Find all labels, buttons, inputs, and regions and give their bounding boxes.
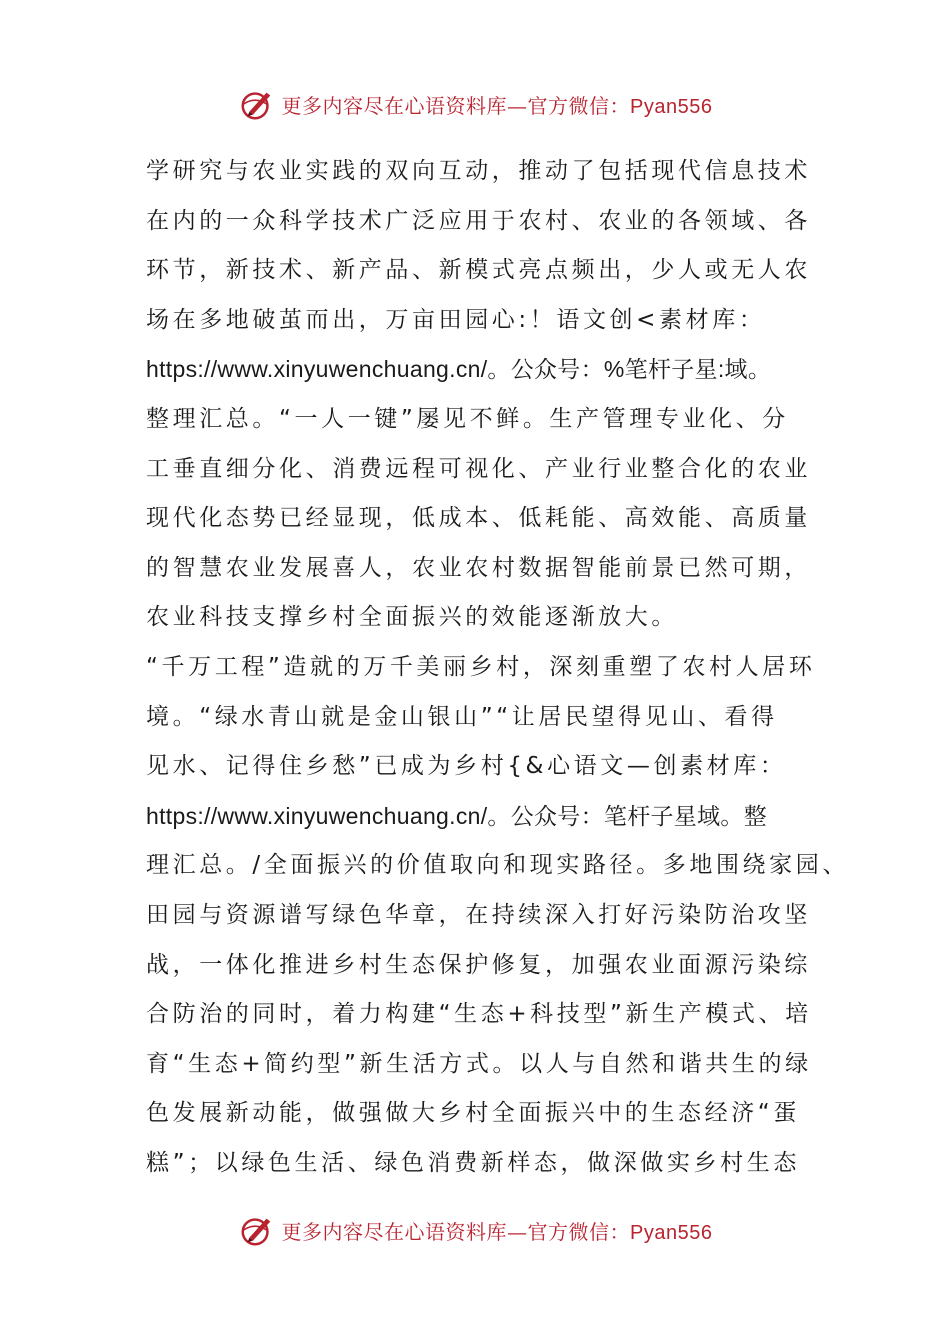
pen-logo-icon (238, 85, 276, 123)
text-line: 田园与资源谱写绿色华章，在持续深入打好污染防治攻坚 (146, 901, 811, 928)
text-line: 在内的一众科学技术广泛应用于农村、农业的各领域、各 (146, 207, 811, 234)
text-line: 现代化态势已经显现，低成本、低耗能、高效能、高质量 (146, 505, 811, 532)
text-line: 学研究与农业实践的双向互动，推动了包括现代信息技术 (146, 158, 811, 184)
text-line: 场在多地破茧而出，万亩田园心:！语文创<素材库： (146, 306, 766, 333)
text-line: 糕”；以绿色生活、绿色消费新样态，做深做实乡村生态 (146, 1149, 800, 1176)
wechat-id: Pyan556 (630, 95, 713, 118)
text-line: https://www.xinyuwenchuang.cn/。公众号：%笔杆子星:域。 (146, 356, 772, 383)
banner-text: 更多内容尽在心语资料库—官方微信：Pyan556 (281, 1219, 713, 1244)
pen-logo-icon (238, 1211, 276, 1249)
text-line: 农业科技支撑乡村全面振兴的效能逐渐放大。 (146, 604, 678, 631)
text-line: 理汇总。/全面振兴的价值取向和现实路径。多地围绕家园、 (146, 852, 849, 879)
text-line: 育“生态+简约型”新生活方式。以人与自然和谐共生的绿 (146, 1050, 812, 1077)
text-line: https://www.xinyuwenchuang.cn/。公众号：笔杆子星域。整 (146, 802, 767, 829)
text-line: 整理汇总。“一人一键”屡见不鲜。生产管理专业化、分 (146, 405, 789, 432)
wechat-id: Pyan556 (630, 1221, 713, 1244)
text-line: 色发展新动能，做强做大乡村全面振兴中的生态经济“蛋 (146, 1100, 800, 1127)
text-line: 境。“绿水青山就是金山银山”“让居民望得见山、看得 (146, 703, 778, 730)
text-line: 环节，新技术、新产品、新模式亮点频出，少人或无人农 (146, 257, 811, 284)
banner-text: 更多内容尽在心语资料库—官方微信：Pyan556 (281, 93, 713, 118)
text-line: 战，一体化推进乡村生态保护修复，加强农业面源污染综 (146, 951, 811, 978)
text-line: 工垂直细分化、消费远程可视化、产业行业整合化的农业 (146, 455, 811, 482)
footer-banner (0, 1210, 950, 1250)
text-line: 的智慧农业发展喜人，农业农村数据智能前景已然可期， (146, 554, 811, 581)
document-body (146, 147, 849, 1188)
text-line: 见水、记得住乡愁”已成为乡村{&心语文—创素材库： (146, 753, 787, 780)
text-line: “千万工程”造就的万千美丽乡村，深刻重塑了农村人居环 (146, 653, 816, 680)
header-banner (0, 84, 950, 124)
text-line: 合防治的同时，着力构建“生态+科技型”新生产模式、培 (146, 1001, 812, 1028)
